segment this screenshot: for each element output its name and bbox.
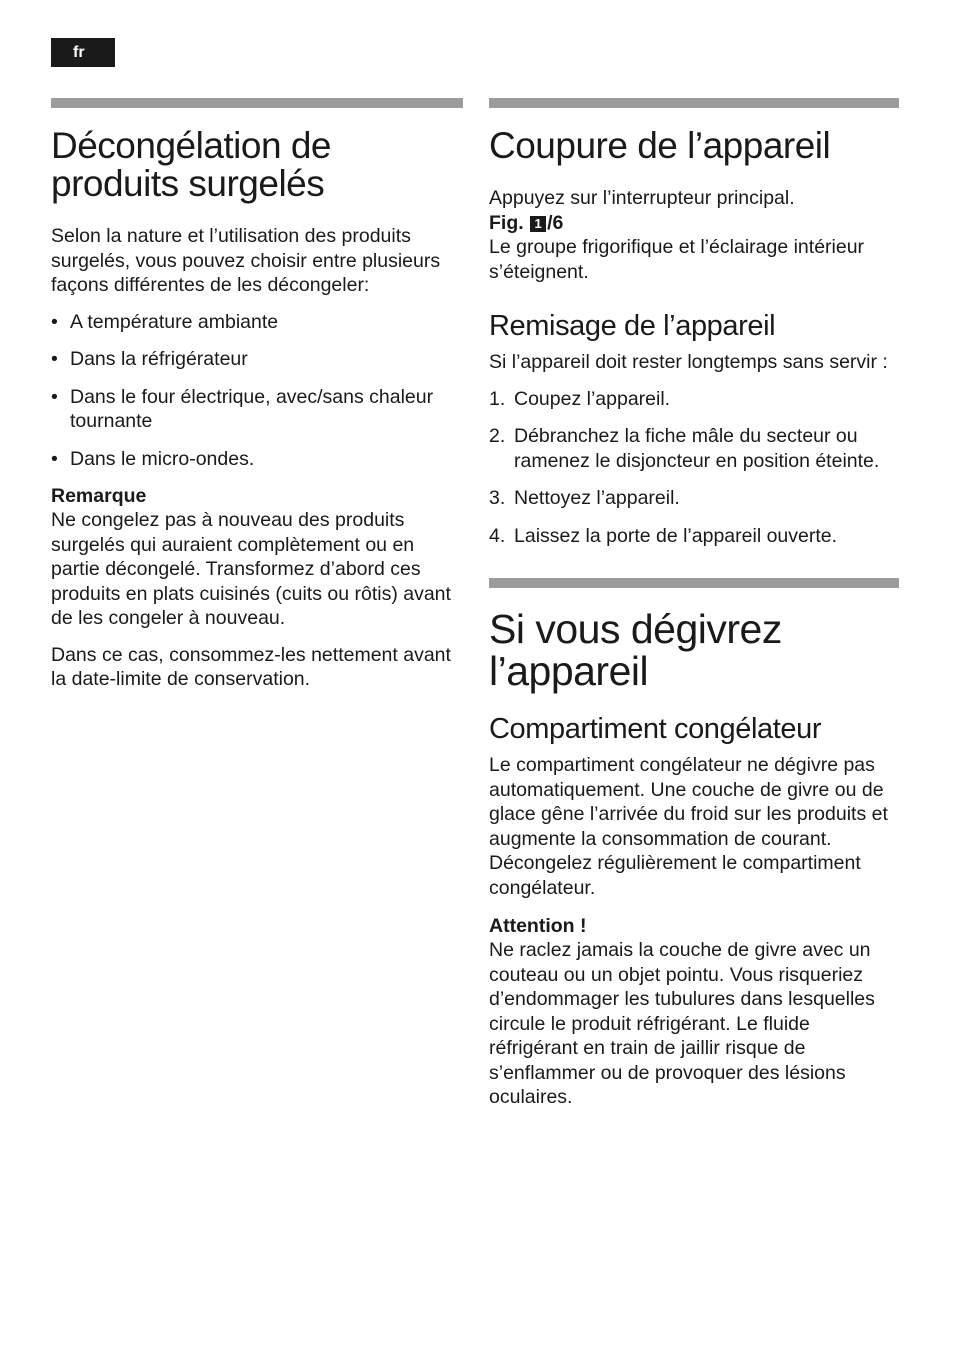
bullet-icon: • bbox=[51, 447, 58, 470]
storage-steps-list bbox=[489, 387, 899, 549]
list-item bbox=[51, 310, 463, 335]
list-item-text: Dans le micro-ondes. bbox=[70, 447, 255, 470]
note-paragraph-2: Dans ce cas, consommez-les nettement avant la date-limite de conservation. bbox=[51, 643, 451, 690]
list-item bbox=[51, 447, 463, 472]
list-item-text: A température ambiante bbox=[70, 310, 279, 333]
right-column bbox=[489, 98, 899, 1122]
figure-number-badge: 1 bbox=[530, 216, 546, 232]
storage-intro: Si l’appareil doit rester longtemps sans servir : bbox=[489, 351, 888, 373]
subsection-title-storage: Remisage de l’appareil bbox=[489, 310, 776, 342]
switch-off-text: Appuyez sur l’interrupteur principal. bbox=[489, 187, 795, 209]
bullet-icon: • bbox=[51, 348, 58, 370]
section-rule bbox=[489, 98, 899, 108]
section-rule bbox=[51, 98, 463, 108]
step-number: 4. bbox=[489, 524, 506, 547]
step-text: Coupez l’appareil. bbox=[514, 387, 671, 410]
list-item bbox=[489, 486, 899, 511]
section-title-switch-off: Coupure de l’appareil bbox=[489, 125, 831, 166]
subsection-title-freezer: Compartiment congélateur bbox=[489, 713, 822, 745]
list-item bbox=[489, 387, 899, 412]
intro-paragraph: Selon la nature et l’utilisation des produits surgelés, vous pouvez choisir entre plusieurs façons différentes de les décongeler: bbox=[51, 225, 441, 296]
note-title: Remarque bbox=[51, 485, 147, 507]
bullet-icon: • bbox=[51, 385, 58, 408]
list-item bbox=[51, 385, 463, 434]
bullet-icon: • bbox=[51, 310, 58, 333]
step-number: 3. bbox=[489, 487, 506, 509]
list-item bbox=[489, 524, 899, 549]
section-title-defrost-appliance: Si vous dégivrez l’appareil bbox=[489, 606, 782, 694]
step-number: 2. bbox=[489, 425, 506, 447]
attention-paragraph: Ne raclez jamais la couche de givre avec un couteau ou un objet pointu. Vous risqueriez d’endommager les tubulures dans lesquelles circule le produit réfrigérant. Le fluide réfrigérant en train de jaillir risque de s’enflammer ou de provoquer des lésions oculaires. bbox=[489, 939, 875, 1108]
figure-reference bbox=[489, 212, 563, 234]
switch-off-result-text: Le groupe frigorifique et l’éclairage intérieur s’éteignent. bbox=[489, 236, 865, 283]
list-item-text: Dans le four électrique, avec/sans chaleur tournante bbox=[70, 385, 434, 432]
step-number: 1. bbox=[489, 387, 506, 410]
freezer-paragraph: Le compartiment congélateur ne dégivre pas automatiquement. Une couche de givre ou de glace gêne l’arrivée du froid sur les produits et augmente la consommation de courant. Décongelez régulièrement le compartiment congélateur. bbox=[489, 754, 888, 899]
step-text: Laissez la porte de l’appareil ouverte. bbox=[514, 524, 838, 547]
section-title-defrosting: Décongélation de produits surgelés bbox=[51, 125, 331, 204]
language-tab: fr bbox=[51, 38, 115, 67]
left-column bbox=[51, 98, 463, 704]
defrost-methods-list bbox=[51, 310, 463, 472]
step-text: Nettoyez l’appareil. bbox=[514, 487, 680, 509]
list-item bbox=[489, 424, 899, 473]
attention-title: Attention ! bbox=[489, 915, 587, 937]
step-text: Débranchez la fiche mâle du secteur ou ramenez le disjoncteur en position éteinte. bbox=[514, 425, 880, 472]
figure-prefix: Fig. bbox=[489, 211, 524, 234]
list-item bbox=[51, 347, 463, 372]
list-item-text: Dans la réfrigérateur bbox=[70, 348, 248, 370]
figure-suffix: /6 bbox=[547, 211, 564, 234]
note-paragraph: Ne congelez pas à nouveau des produits surgelés qui auraient complètement ou en partie décongelé. Transformez d’abord ces produits en plats cuisinés (cuits ou rôtis) avant de les congeler à nouveau. bbox=[51, 509, 451, 629]
section-rule bbox=[489, 578, 899, 588]
switch-off-paragraph bbox=[489, 186, 899, 284]
